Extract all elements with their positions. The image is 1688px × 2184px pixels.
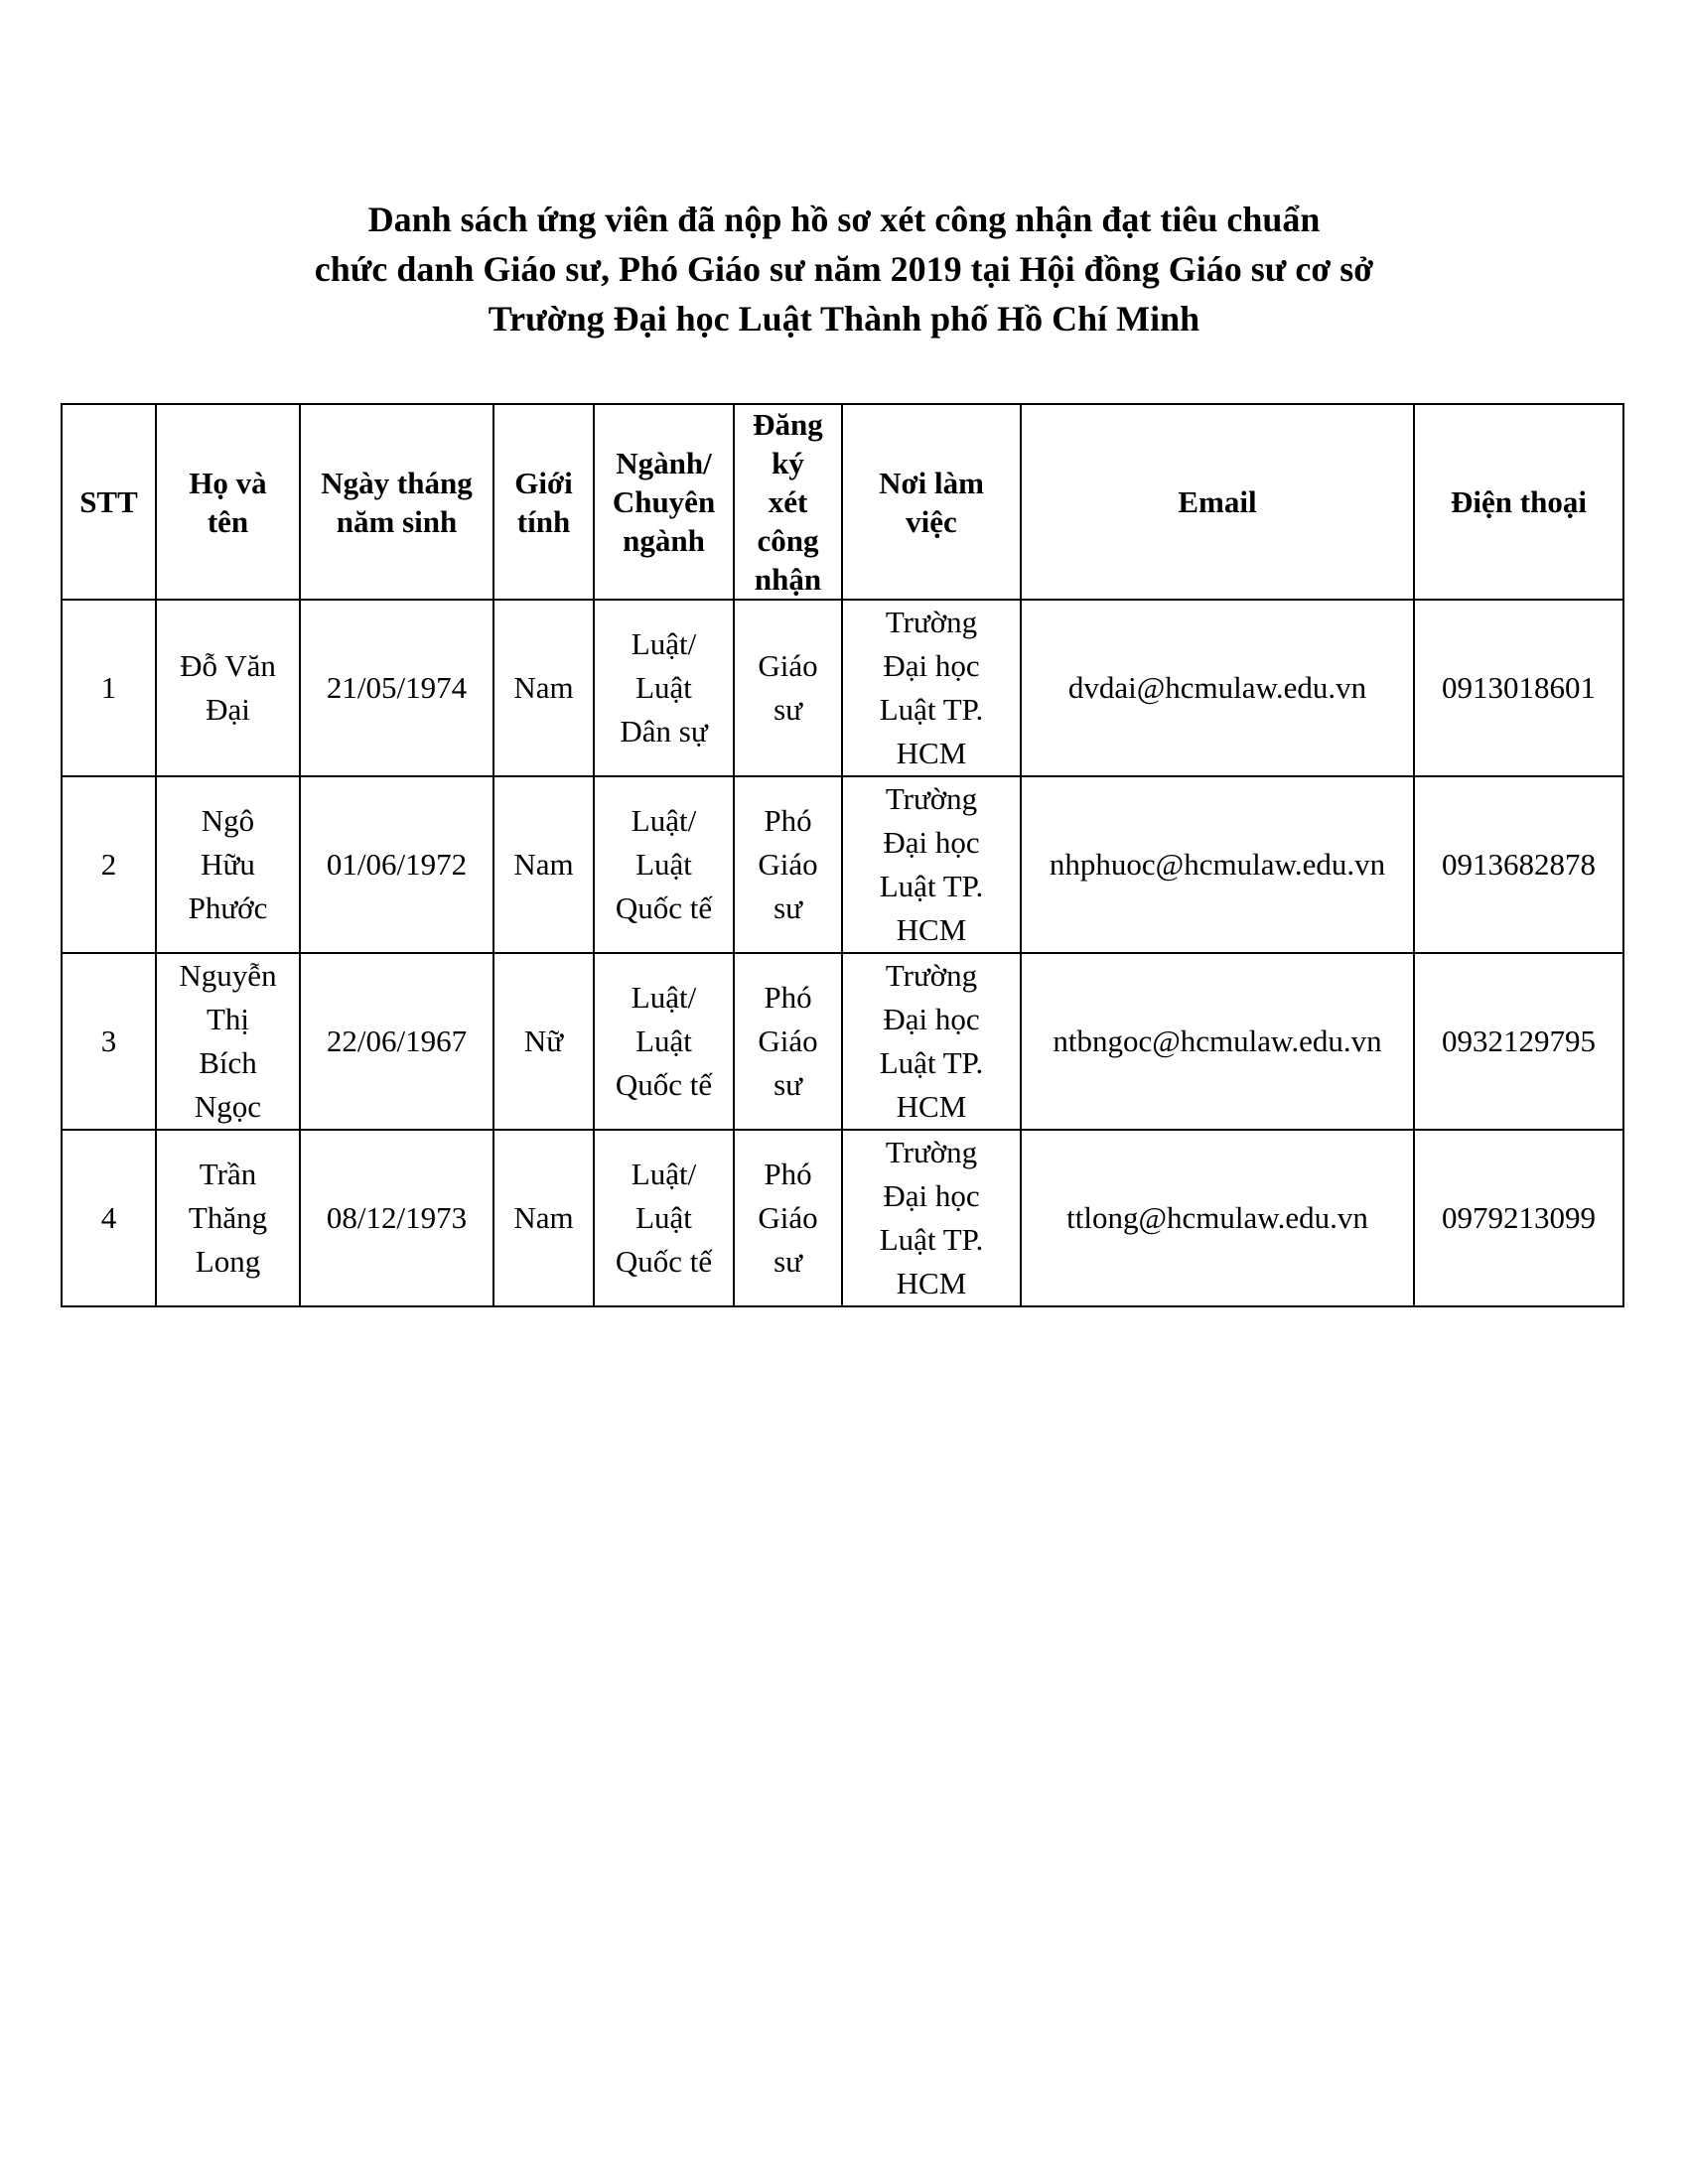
header-line: Email: [1178, 484, 1257, 519]
cell-line: Đại: [206, 692, 250, 727]
cell-line: 08/12/1973: [326, 1200, 468, 1235]
stt-cell: [62, 953, 156, 1130]
cell-line: Đại học: [883, 1178, 980, 1213]
table-row: [62, 600, 1623, 776]
cell-line: ttlong@hcmulaw.edu.vn: [1066, 1200, 1368, 1235]
cell-line: Ngọc: [194, 1089, 262, 1124]
cell-line: Thăng: [188, 1200, 268, 1235]
header-line: Nơi làm: [879, 465, 984, 500]
birthdate-cell: [300, 953, 493, 1130]
header-ho-va-ten: [156, 404, 300, 600]
cell-line: Long: [195, 1244, 261, 1279]
workplace-cell: [842, 776, 1021, 953]
cell-line: Luật TP.: [879, 692, 984, 727]
cell-line: 1: [100, 670, 117, 705]
header-line: Chuyên: [612, 484, 716, 519]
cell-line: Ngô: [201, 803, 255, 838]
cell-line: Nữ: [523, 1024, 564, 1058]
cell-line: Quốc tế: [615, 1244, 713, 1279]
cell-line: Luật: [635, 1024, 692, 1058]
birthdate-cell: [300, 776, 493, 953]
header-gioi-tinh: [493, 404, 594, 600]
header-row: [62, 404, 1623, 600]
major-cell: [594, 776, 734, 953]
cell-line: sư: [774, 890, 802, 925]
header-noi-lam-viec: [842, 404, 1021, 600]
title-cell: [734, 776, 842, 953]
cell-line: Hữu: [201, 847, 255, 882]
header-line: việc: [906, 503, 957, 539]
gender-cell: [493, 1130, 594, 1306]
cell-line: Nam: [513, 670, 574, 705]
cell-line: dvdai@hcmulaw.edu.vn: [1067, 670, 1367, 705]
cell-line: HCM: [896, 1089, 967, 1124]
cell-line: 0913682878: [1442, 847, 1596, 882]
major-cell: [594, 953, 734, 1130]
cell-line: sư: [774, 1067, 802, 1102]
header-line: Đăng: [753, 407, 823, 442]
header-line: công: [757, 523, 819, 558]
cell-line: Luật/: [631, 1157, 697, 1191]
cell-line: Luật TP.: [879, 869, 984, 903]
cell-line: HCM: [896, 912, 967, 947]
cell-line: Luật: [635, 1200, 692, 1235]
cell-line: Phó: [764, 1157, 812, 1191]
title-line-3: Trường Đại học Luật Thành phố Hồ Chí Minh: [488, 299, 1200, 339]
workplace-cell: [842, 1130, 1021, 1306]
cell-line: 21/05/1974: [326, 670, 468, 705]
table-row: [62, 953, 1623, 1130]
cell-line: Bích: [199, 1045, 257, 1080]
name-cell: [156, 953, 300, 1130]
title-cell: [734, 600, 842, 776]
workplace-cell: [842, 953, 1021, 1130]
cell-line: 2: [100, 847, 117, 882]
cell-line: nhphuoc@hcmulaw.edu.vn: [1049, 847, 1386, 882]
cell-line: Đại học: [883, 648, 980, 683]
cell-line: Quốc tế: [615, 1067, 713, 1102]
cell-line: Luật/: [631, 803, 697, 838]
email-cell: [1021, 776, 1414, 953]
header-line: Họ và: [189, 465, 267, 500]
cell-line: Phó: [764, 980, 812, 1015]
cell-line: Quốc tế: [615, 890, 713, 925]
email-cell: [1021, 1130, 1414, 1306]
title-line-2: chức danh Giáo sư, Phó Giáo sư năm 2019 tại Hội đồng Giáo sư cơ sở: [314, 249, 1374, 289]
cell-line: Giáo: [758, 648, 818, 683]
applicant-table: [61, 403, 1624, 1307]
title-cell: [734, 953, 842, 1130]
name-cell: [156, 776, 300, 953]
header-line: xét: [768, 484, 808, 519]
cell-line: Trần: [199, 1157, 257, 1191]
gender-cell: [493, 600, 594, 776]
cell-line: 0913018601: [1442, 670, 1596, 705]
cell-line: Phó: [764, 803, 812, 838]
header-line: Điện thoại: [1451, 484, 1587, 519]
header-line: Ngày tháng: [321, 465, 473, 500]
title-cell: [734, 1130, 842, 1306]
header-line: nhận: [754, 562, 822, 597]
phone-cell: [1414, 1130, 1623, 1306]
header-nganh-chuyen-nganh: [594, 404, 734, 600]
header-line: ký: [772, 446, 804, 480]
cell-line: Luật TP.: [879, 1222, 984, 1257]
gender-cell: [493, 953, 594, 1130]
cell-line: Phước: [188, 890, 268, 925]
cell-line: Trường: [885, 958, 978, 993]
birthdate-cell: [300, 1130, 493, 1306]
cell-line: Giáo: [758, 847, 818, 882]
header-line: Giới: [514, 465, 573, 500]
cell-line: Đỗ Văn: [180, 648, 276, 683]
cell-line: 3: [100, 1024, 117, 1058]
header-dien-thoai: [1414, 404, 1623, 600]
cell-line: 0979213099: [1442, 1200, 1596, 1235]
header-line: năm sinh: [336, 503, 458, 539]
stt-cell: [62, 776, 156, 953]
header-email: [1021, 404, 1414, 600]
email-cell: [1021, 600, 1414, 776]
cell-line: sư: [774, 1244, 802, 1279]
cell-line: Nguyễn: [179, 958, 277, 993]
cell-line: HCM: [896, 736, 967, 770]
cell-line: Trường: [885, 781, 978, 816]
header-ngay-thang-nam-sinh: [300, 404, 493, 600]
cell-line: Đại học: [883, 1002, 980, 1036]
cell-line: Thị: [206, 1002, 250, 1036]
stt-cell: [62, 1130, 156, 1306]
table-row: [62, 1130, 1623, 1306]
cell-line: Trường: [885, 1135, 978, 1169]
header-line: STT: [79, 484, 138, 519]
header-dang-ky-xet-cong-nhan: [734, 404, 842, 600]
cell-line: Giáo: [758, 1024, 818, 1058]
header-line: tính: [516, 503, 571, 539]
table-row: [62, 776, 1623, 953]
cell-line: HCM: [896, 1266, 967, 1300]
cell-line: Luật TP.: [879, 1045, 984, 1080]
cell-line: 22/06/1967: [326, 1024, 468, 1058]
cell-line: 4: [100, 1200, 117, 1235]
cell-line: Trường: [885, 605, 978, 639]
cell-line: sư: [774, 692, 802, 727]
cell-line: Giáo: [758, 1200, 818, 1235]
header-line: tên: [207, 503, 249, 539]
email-cell: [1021, 953, 1414, 1130]
cell-line: Luật/: [631, 626, 697, 661]
header-line: Ngành/: [616, 446, 712, 480]
name-cell: [156, 1130, 300, 1306]
cell-line: Luật: [635, 670, 692, 705]
cell-line: Nam: [513, 1200, 574, 1235]
birthdate-cell: [300, 600, 493, 776]
cell-line: 0932129795: [1442, 1024, 1596, 1058]
cell-line: Luật/: [631, 980, 697, 1015]
major-cell: [594, 600, 734, 776]
cell-line: Dân sự: [620, 714, 708, 749]
document-title: [0, 195, 1688, 343]
name-cell: [156, 600, 300, 776]
cell-line: Luật: [635, 847, 692, 882]
header-line: ngành: [623, 523, 705, 558]
stt-cell: [62, 600, 156, 776]
header-stt: [62, 404, 156, 600]
cell-line: 01/06/1972: [326, 847, 468, 882]
phone-cell: [1414, 600, 1623, 776]
phone-cell: [1414, 953, 1623, 1130]
workplace-cell: [842, 600, 1021, 776]
gender-cell: [493, 776, 594, 953]
phone-cell: [1414, 776, 1623, 953]
table-body: [62, 600, 1623, 1306]
cell-line: Đại học: [883, 825, 980, 860]
title-line-1: Danh sách ứng viên đã nộp hồ sơ xét công nhận đạt tiêu chuẩn: [367, 200, 1321, 239]
cell-line: ntbngoc@hcmulaw.edu.vn: [1053, 1024, 1382, 1058]
cell-line: Nam: [513, 847, 574, 882]
major-cell: [594, 1130, 734, 1306]
